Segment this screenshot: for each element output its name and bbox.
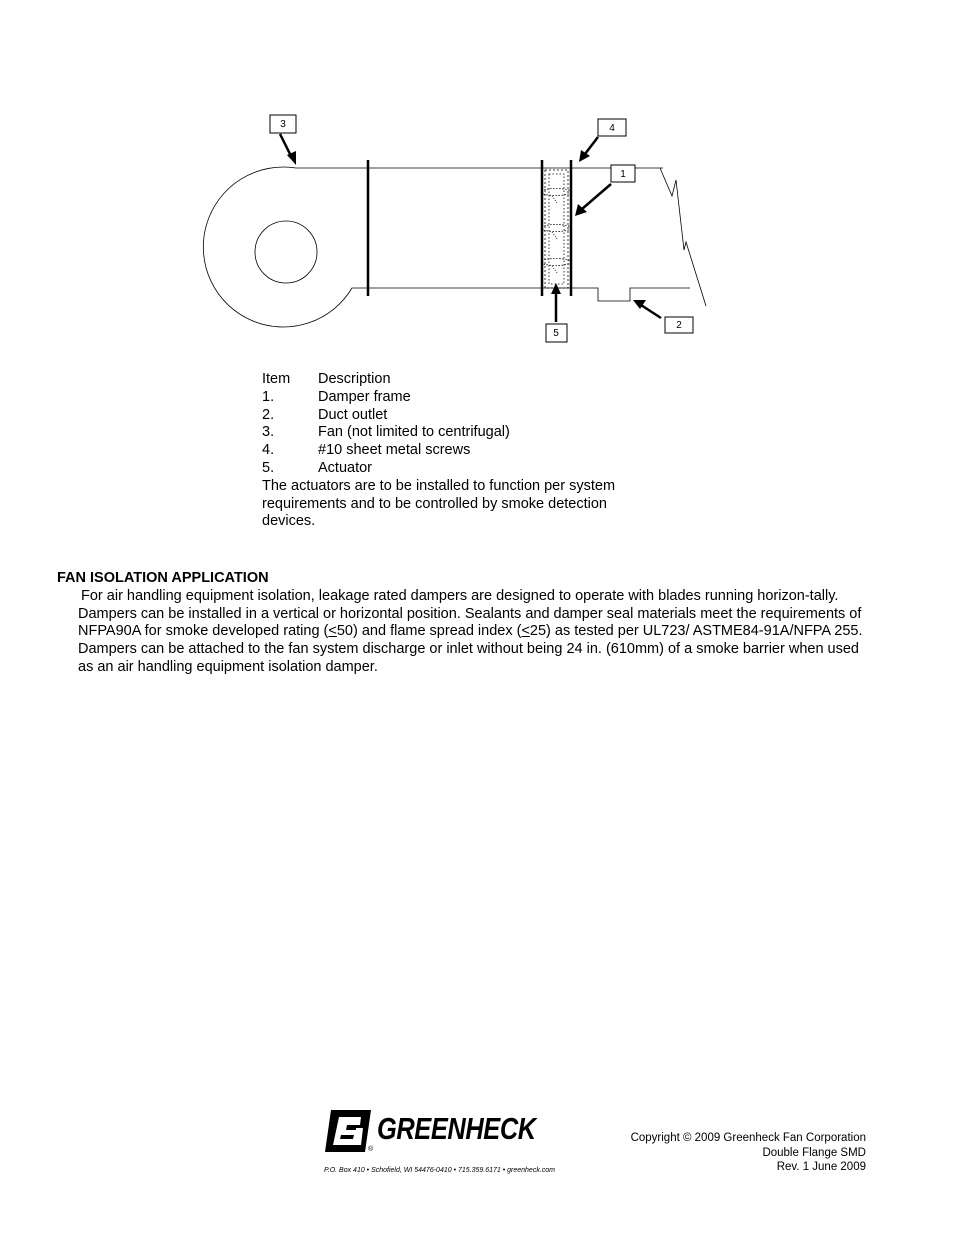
callout-5 <box>546 283 567 342</box>
section-body: For air handling equipment isolation, leakage rated dampers are designed to operate with blades running horizon-tally. Dampers can be installed in a vertical or horizontal position. Sealants and damper seal materials meet the requirements of NFPA90A for smoke developed rating (<50) and flame spread index (<25) as tested per UL723/ ASTME84-91A/NFPA 255. Dampers can be attached to the fan system discharge or inlet without being 24 in. (610mm) of a smoke barrier when used as an air handling equipment isolation damper. <box>78 587 863 675</box>
legend-header: Item Description <box>262 371 391 387</box>
svg-text:2: 2 <box>676 320 682 331</box>
fan-isolation-diagram <box>0 0 954 360</box>
legend-item: 2. Duct outlet <box>262 406 388 423</box>
callout-4 <box>579 119 626 162</box>
damper-frame <box>545 170 568 288</box>
fan-isolation-section <box>57 570 877 677</box>
document-name: Double Flange SMD <box>762 1146 866 1159</box>
svg-text:5: 5 <box>553 328 559 339</box>
legend-item: 1. Damper frame <box>262 388 411 405</box>
actuator-note: The actuators are to be installed to function per system requirements and to be controlled by smoke detection devices. <box>262 477 616 530</box>
fan-housing <box>203 167 368 327</box>
svg-text:3: 3 <box>280 119 286 130</box>
copyright-block <box>631 1131 866 1175</box>
legend-item: 5. Actuator <box>262 459 372 476</box>
revision: Rev. 1 June 2009 <box>776 1161 866 1173</box>
company-address: P.O. Box 410 • Schofield, WI 54476-0410 • 715.359.6171 • greenheck.com <box>324 1167 555 1174</box>
svg-text:1: 1 <box>620 169 626 180</box>
svg-text:4: 4 <box>609 123 615 134</box>
callout-2 <box>633 300 693 333</box>
callout-3 <box>270 115 296 165</box>
greenheck-logo <box>323 1108 373 1154</box>
section-title: FAN ISOLATION APPLICATION <box>57 570 269 586</box>
legend-item: 4. #10 sheet metal screws <box>262 442 471 459</box>
copyright: Copyright © 2009 Greenheck Fan Corporation <box>630 1132 866 1144</box>
callout-1 <box>575 165 635 216</box>
legend-item: 3. Fan (not limited to centrifugal) <box>262 424 510 441</box>
brand-name: GREENHECK <box>377 1111 536 1146</box>
registered-mark: ® <box>368 1146 374 1153</box>
break-line <box>660 168 706 306</box>
duct-bottom <box>368 288 690 301</box>
fan-inlet <box>255 221 317 283</box>
item-legend <box>262 371 662 531</box>
